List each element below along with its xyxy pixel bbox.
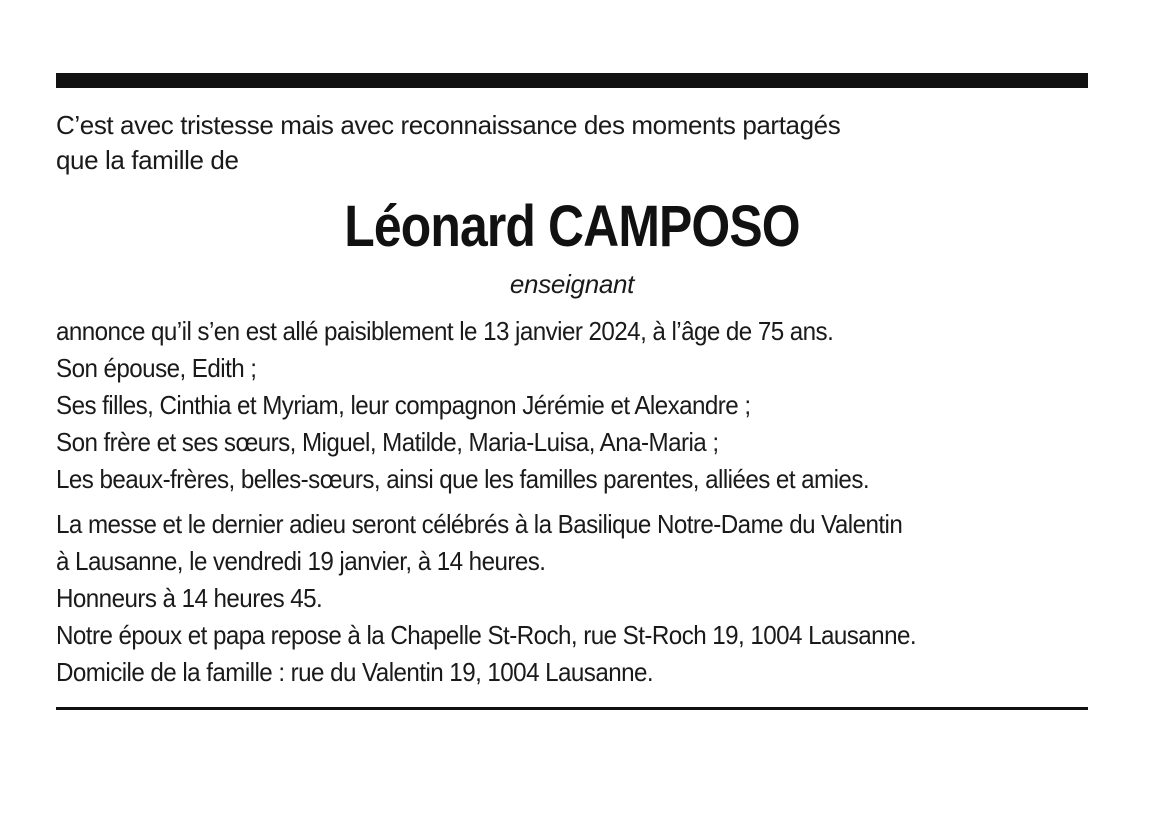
obituary-notice	[56, 73, 1088, 710]
ceremony-line: Domicile de la famille : rue du Valentin 19, 1004 Lausanne.	[56, 657, 654, 687]
ceremony-line: à Lausanne, le vendredi 19 janvier, à 14 heures.	[56, 546, 546, 576]
announcement-line: Son épouse, Edith ;	[56, 353, 257, 383]
ceremony-line: Notre époux et papa repose à la Chapelle St-Roch, rue St-Roch 19, 1004 Lausanne.	[56, 620, 917, 650]
intro-text	[56, 108, 1088, 178]
ceremony-line: Honneurs à 14 heures 45.	[56, 583, 323, 613]
deceased-profession: enseignant	[509, 269, 635, 299]
ceremony-block	[56, 506, 1088, 691]
intro-line: C’est avec tristesse mais avec reconnaissance des moments partagés	[56, 110, 841, 140]
announcement-block	[56, 313, 1088, 498]
deceased-name: Léonard CAMPOSO	[344, 194, 800, 259]
announcement-line: annonce qu’il s’en est allé paisiblement le 13 janvier 2024, à l’âge de 75 ans.	[56, 316, 834, 346]
bottom-rule	[56, 707, 1088, 710]
announcement-line: Les beaux-frères, belles-sœurs, ainsi que les familles parentes, alliées et amies.	[56, 464, 870, 494]
announcement-line: Ses filles, Cinthia et Myriam, leur compagnon Jérémie et Alexandre ;	[56, 390, 751, 420]
ceremony-line: La messe et le dernier adieu seront célébrés à la Basilique Notre-Dame du Valentin	[56, 509, 903, 539]
top-rule	[56, 73, 1088, 88]
intro-line: que la famille de	[56, 145, 239, 175]
announcement-line: Son frère et ses sœurs, Miguel, Matilde, Maria-Luisa, Ana-Maria ;	[56, 427, 719, 457]
